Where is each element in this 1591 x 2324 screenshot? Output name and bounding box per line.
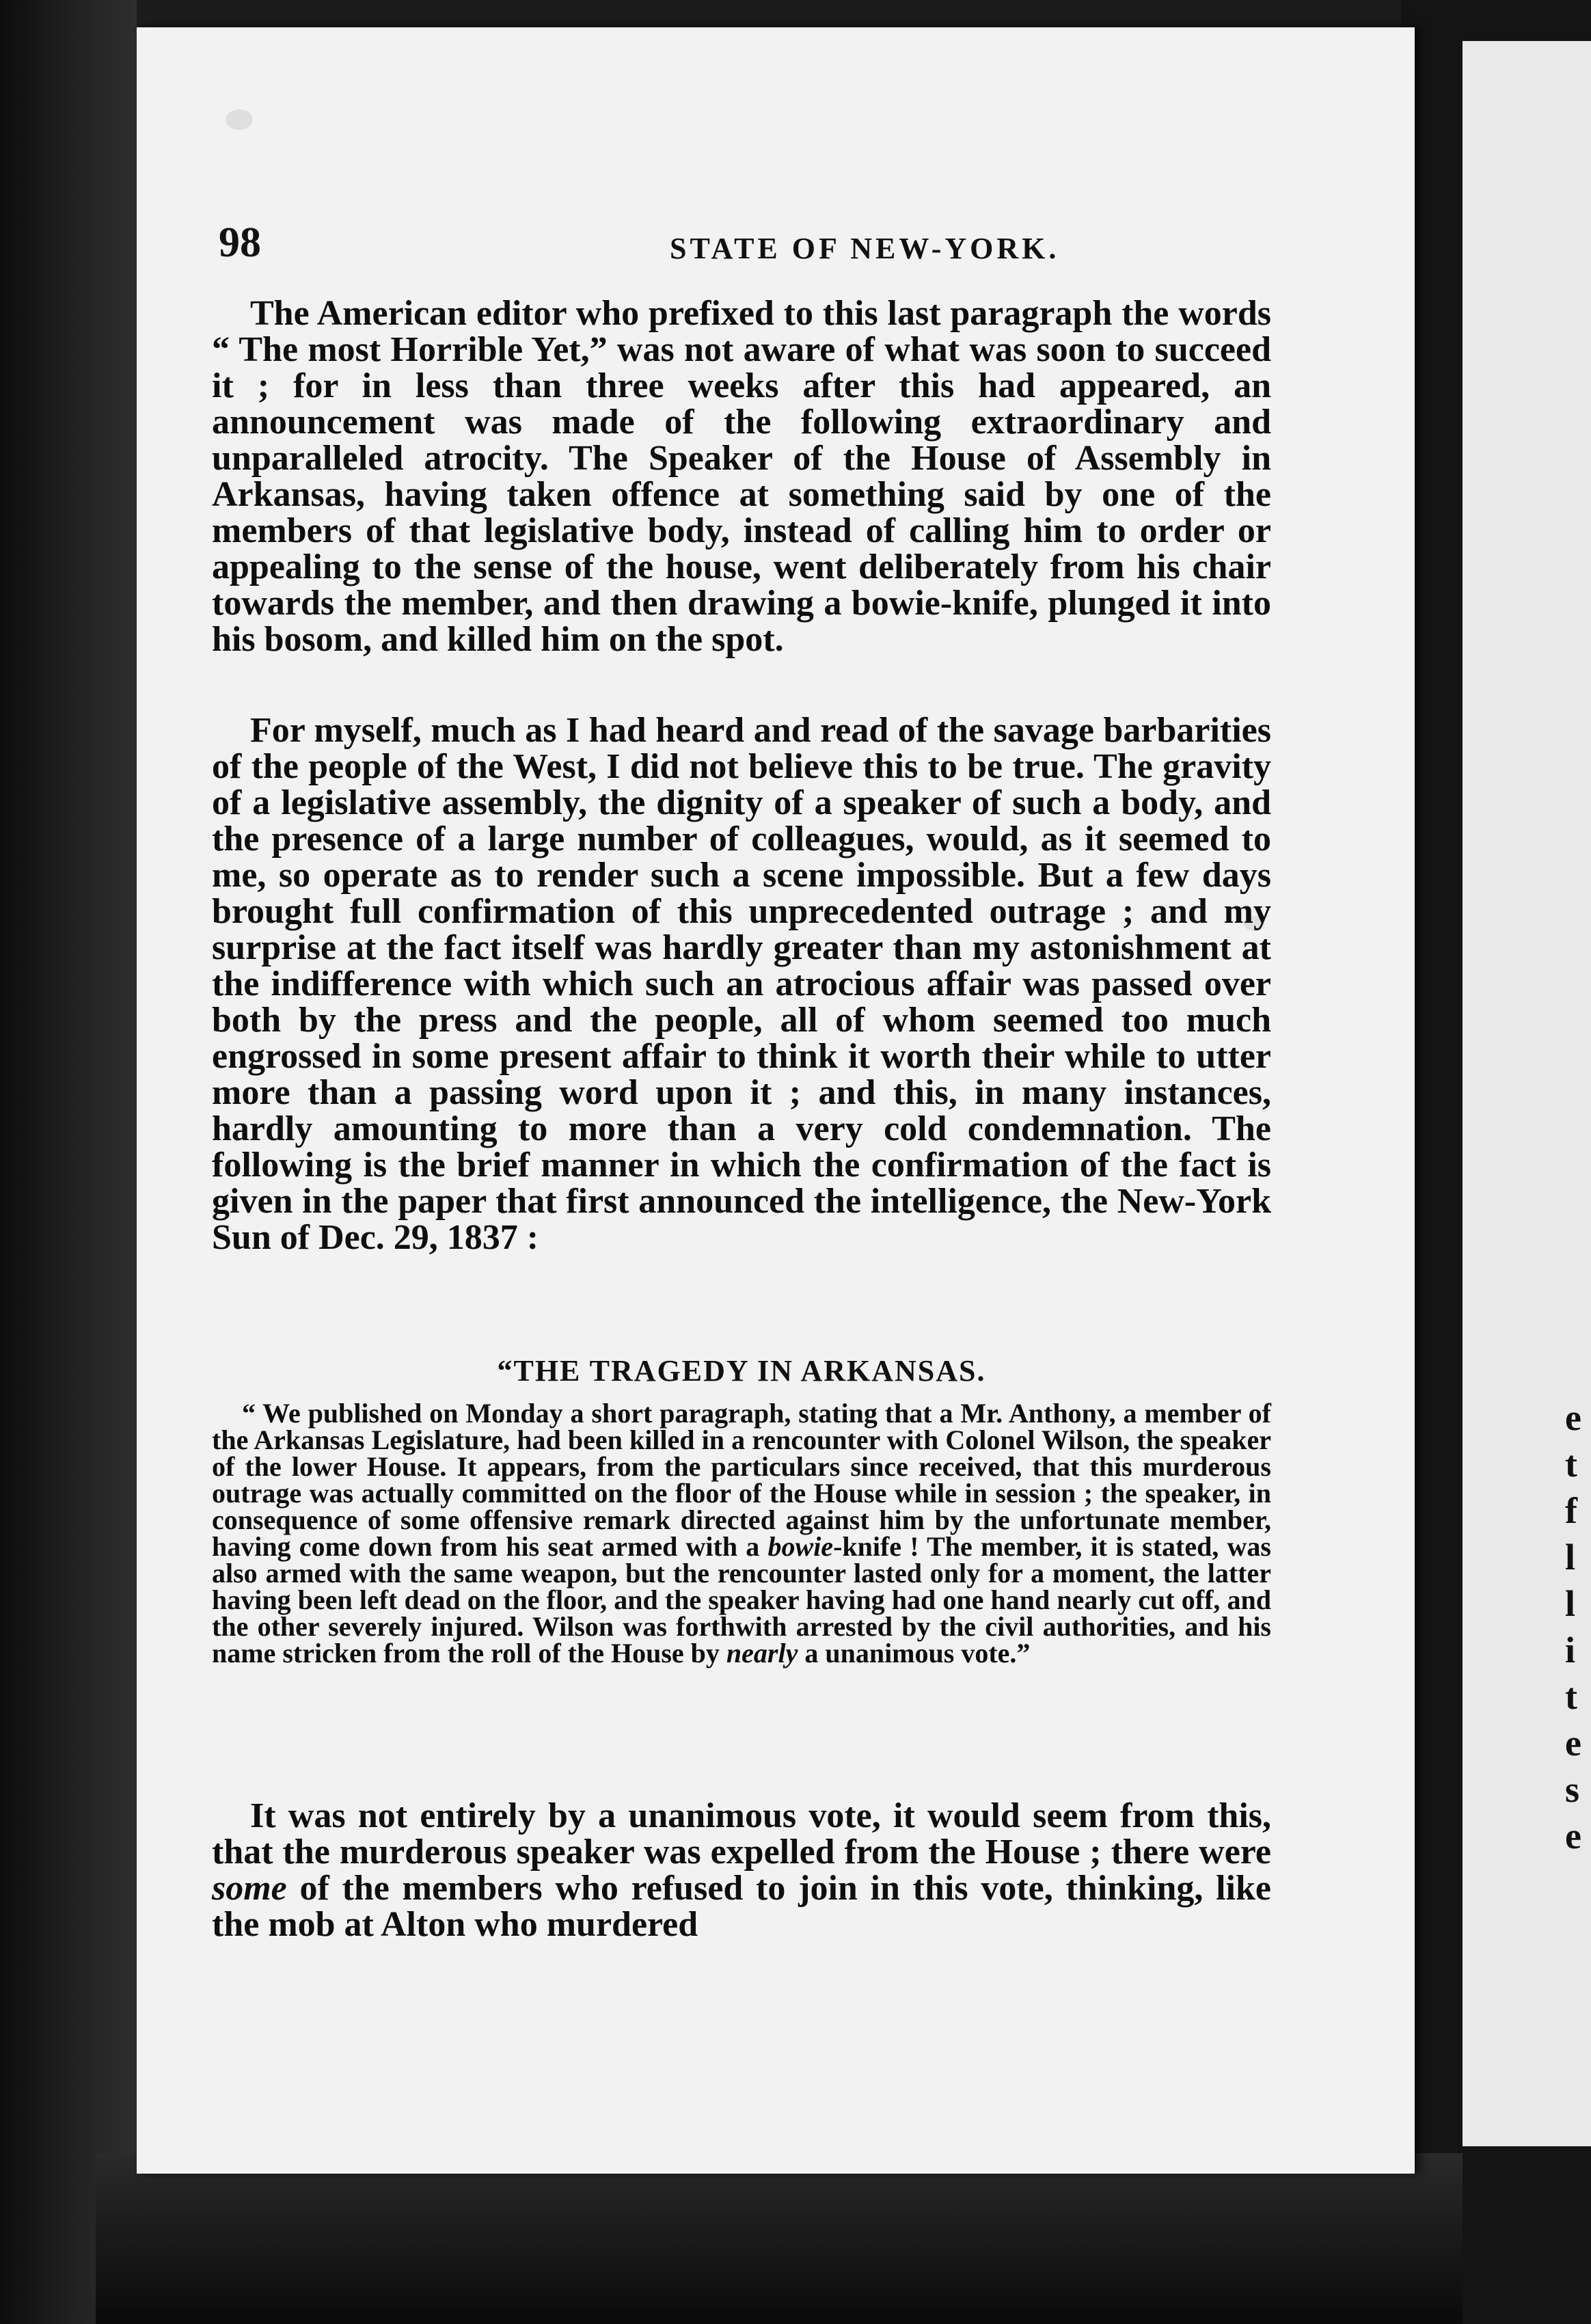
page-number: 98 [219,219,261,266]
quote-italic-nearly: nearly [726,1638,798,1668]
quote-italic-bowie: bowie [767,1531,834,1562]
italic-some: some [212,1869,287,1908]
facing-page-text-fragment: e t f l l i t e s e [1565,1397,1581,1856]
paragraph-2: For myself, much as I had heard and read of the savage barbarities of the people of the West, I did not believe this to be true. The gravity of a legislative assembly, the dignity of a speaker of such a body, and the presence of a large number of colleagues, would, as it seemed to me, so operate as to render such a scene impossible. But a few days brought full confirmation of this unprecedented outrage ; and my surprise at the fact itself was hardly greater than my astonishment at the indifference with which such an atrocious affair was passed over both by the press and the people, all of whom seemed too much engrossed in some present affair to think it worth their while to utter more than a passing word upon it ; and this, in many instances, hardly amounting to more than a very cold condemnation. The following is the brief manner in which the confirmation of the fact is given in the paper that first announced the intelligence, the New-York Sun of Dec. 29, 1837 : [212,711,1271,1257]
running-head [219,219,1271,273]
page-smudge [226,109,253,130]
quote-heading: “THE TRAGEDY IN ARKANSAS. [497,1354,986,1388]
scan-margin-left [0,0,137,2324]
paragraph-text: of the members who refused to join in this vote, thinking, like the mob at Alton who murdered [212,1869,1271,1944]
paragraph-text: It was not entirely by a unanimous vote, it would seem from this, that the murderous speaker was expelled from the House ; there were [212,1796,1271,1872]
block-quote [212,1400,1271,1666]
paragraph-1: The American editor who prefixed to this last paragraph the words “ The most Horrible Yet,” was not aware of what was soon to succeed it ; for in less than three weeks after this had appeared, an announcement was made of the following extraordinary and unparalleled atrocity. The Speaker of the House of Assembly in Arkansas, having taken offence at something said by one of the members of that legislative body, instead of calling him to order or appealing to the sense of the house, went deliberately from his chair towards the member, and then drawing a bowie-knife, plunged it into his bosom, and killed him on the spot. [212,294,1271,659]
paragraph-3 [212,1798,1271,1943]
quote-text: -knife ! The member, it is stated, was also armed with the same weapon, but the rencounter lasted only for a moment, the latter having been left dead on the floor, and the speaker having had one hand nearly cut off, and the other severely injured. Wilson was forthwith arrested by the civil authorities, and his name stricken from the roll of the House by [212,1531,1271,1668]
quote-text: “ We published on Monday a short paragraph, stating that a Mr. Anthony, a member of the Arkansas Legislature, had been killed in a rencounter with Colonel Wilson, the speaker of the lower House. It appears, from the particulars since received, that this murderous outrage was actually committed on the floor of the House while in session ; the speaker, in consequence of some offensive remark directed against him by the unfortunate member, having come down from his seat armed with a [212,1398,1271,1562]
running-head-title: STATE OF NEW-YORK. [670,232,1060,265]
scan-margin-bottom [96,2153,1463,2324]
quote-text: a unanimous vote.” [798,1638,1031,1668]
